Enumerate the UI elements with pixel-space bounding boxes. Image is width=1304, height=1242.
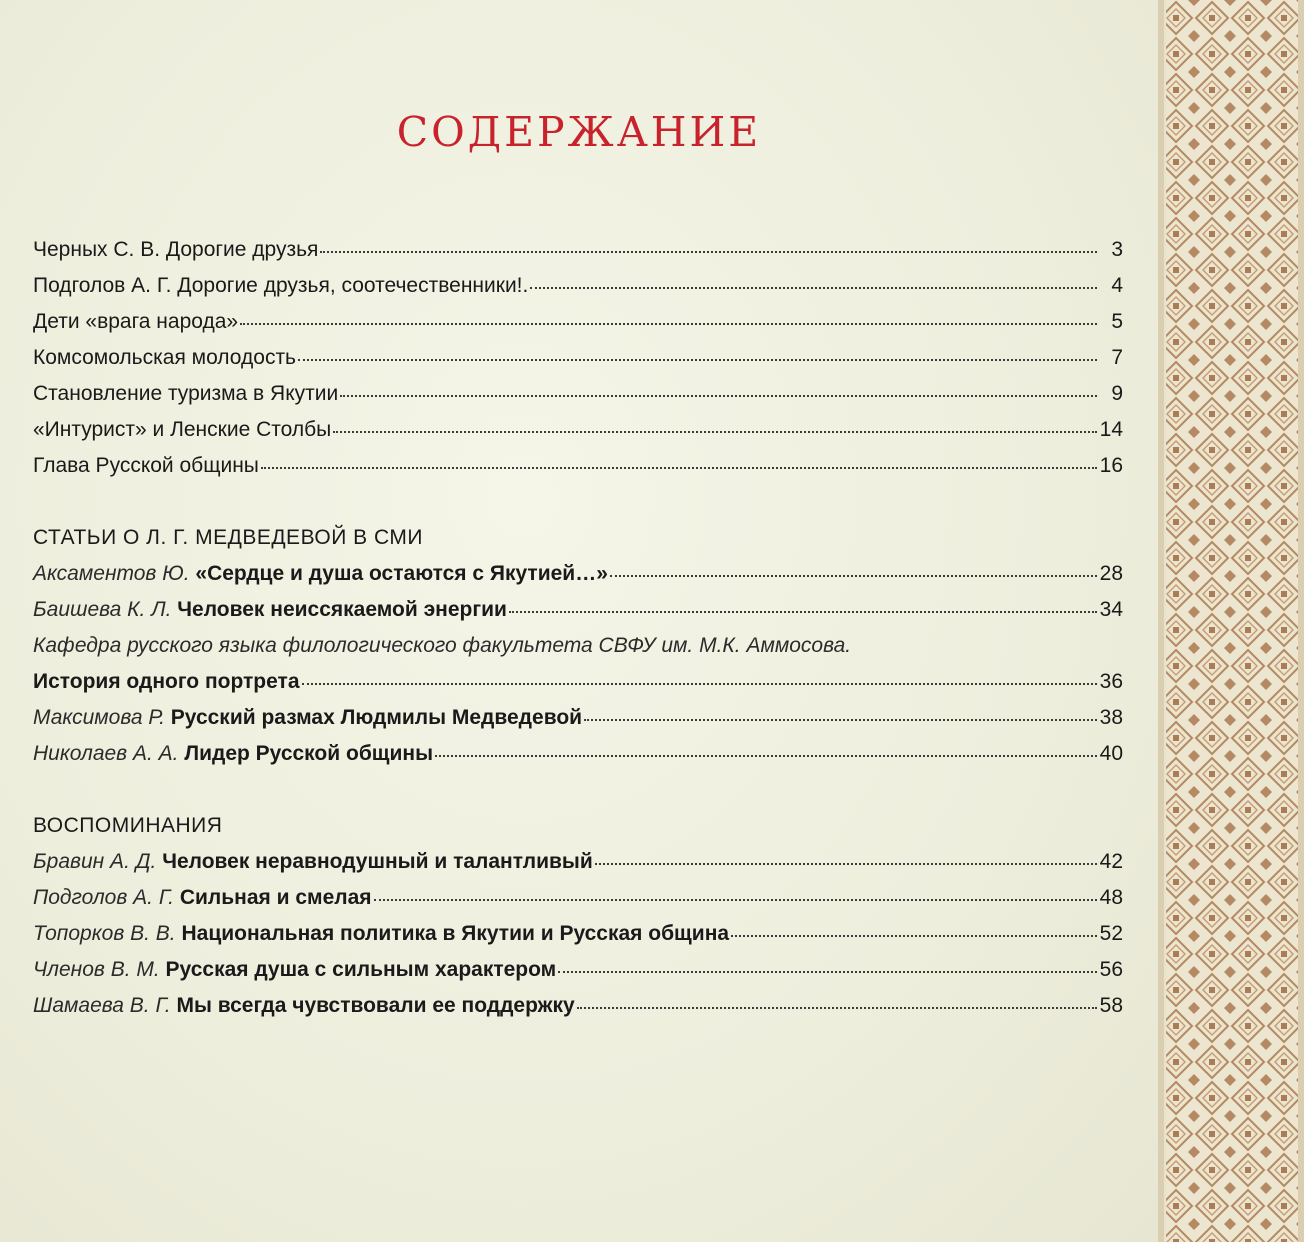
- toc-row[interactable]: [33, 847, 1123, 877]
- toc-row[interactable]: [33, 343, 1123, 373]
- dot-leader: [240, 322, 1097, 325]
- dot-leader: [320, 250, 1097, 253]
- dot-leader: [435, 754, 1097, 757]
- toc-title: Русская душа с сильным характером: [165, 958, 557, 981]
- toc-page-number: 16: [1099, 454, 1123, 477]
- toc-row[interactable]: [33, 595, 1123, 625]
- dot-leader: [333, 430, 1097, 433]
- toc-title: Национальная политика в Якутии и Русская община: [181, 922, 730, 945]
- toc-author: Аксаментов Ю.: [33, 562, 190, 585]
- toc-page-number: 4: [1111, 274, 1123, 297]
- toc-title: Становление туризма в Якутии: [33, 382, 339, 405]
- dot-leader: [298, 358, 1097, 361]
- toc-page-number: 3: [1111, 238, 1123, 261]
- toc-title: Сильная и смелая: [179, 886, 372, 909]
- toc-row[interactable]: [33, 991, 1123, 1021]
- ornamental-border: [1158, 0, 1304, 1242]
- toc-row[interactable]: [33, 235, 1123, 265]
- toc-page-number: 48: [1099, 886, 1123, 909]
- toc-title: Подголов А. Г. Дорогие друзья, соотечественники!.: [33, 274, 529, 297]
- toc-page-number: 36: [1099, 670, 1123, 693]
- toc-page-number: 56: [1099, 958, 1123, 981]
- dot-leader: [374, 898, 1097, 901]
- dot-leader: [302, 682, 1098, 685]
- toc-row[interactable]: [33, 379, 1123, 409]
- toc-page-number: 38: [1099, 706, 1123, 729]
- dot-leader: [509, 610, 1097, 613]
- toc-author: Баишева К. Л.: [33, 598, 172, 621]
- dot-leader: [340, 394, 1097, 397]
- dot-leader: [558, 970, 1097, 973]
- dot-leader: [577, 1006, 1097, 1009]
- toc-row[interactable]: [33, 451, 1123, 481]
- dot-leader: [584, 718, 1097, 721]
- toc-row[interactable]: [33, 415, 1123, 445]
- toc-page-number: 5: [1111, 310, 1123, 333]
- toc-page-number: 14: [1099, 418, 1123, 441]
- toc-author: Шамаева В. Г.: [33, 994, 171, 1017]
- section-heading-media: СТАТЬИ О Л. Г. МЕДВЕДЕВОЙ В СМИ: [33, 526, 423, 549]
- toc-title: «Интурист» и Ленские Столбы: [33, 418, 332, 441]
- section-heading-memoirs: ВОСПОМИНАНИЯ: [33, 814, 223, 837]
- dot-leader: [731, 934, 1097, 937]
- toc-title: Черных С. В. Дорогие друзья: [33, 238, 319, 261]
- toc-row[interactable]: [33, 739, 1123, 769]
- toc-author: Николаев А. А.: [33, 742, 179, 765]
- toc-title: Лидер Русской общины: [184, 742, 434, 765]
- toc-page-number: 34: [1099, 598, 1123, 621]
- toc-author: Максимова Р.: [33, 706, 165, 729]
- ornament-pattern: [1158, 0, 1304, 1242]
- toc-title: Человек неиссякаемой энергии: [177, 598, 507, 621]
- toc-row[interactable]: [33, 919, 1123, 949]
- toc-row[interactable]: [33, 667, 1123, 697]
- toc-author: Подголов А. Г.: [33, 886, 174, 909]
- toc-title: Мы всегда чувствовали ее поддержку: [176, 994, 575, 1017]
- toc-author: Членов В. М.: [33, 958, 160, 981]
- toc-author: Топорков В. В.: [33, 922, 176, 945]
- toc-title: История одного портрета: [33, 670, 300, 693]
- toc-title: Глава Русской общины: [33, 454, 259, 477]
- toc-row[interactable]: [33, 703, 1123, 733]
- toc-page-number: 40: [1099, 742, 1123, 765]
- toc-title: Русский размах Людмилы Медведевой: [170, 706, 583, 729]
- toc-page-number: 28: [1099, 562, 1123, 585]
- toc-page-number: 7: [1111, 346, 1123, 369]
- dot-leader: [595, 862, 1097, 865]
- toc-page-number: 42: [1099, 850, 1123, 873]
- toc-row[interactable]: [33, 559, 1123, 589]
- dot-leader: [610, 574, 1097, 577]
- toc-note: Кафедра русского языка филологического факультета СВФУ им. М.К. Аммосова.: [33, 634, 852, 657]
- toc-page-number: 58: [1099, 994, 1123, 1017]
- toc-row[interactable]: [33, 271, 1123, 301]
- dot-leader: [530, 286, 1097, 289]
- dot-leader: [261, 466, 1097, 469]
- toc-title: Дети «врага народа»: [33, 310, 239, 333]
- toc-row[interactable]: [33, 883, 1123, 913]
- page-title: содержание: [396, 92, 762, 160]
- toc-title: Комсомольская молодость: [33, 346, 297, 369]
- toc-title: «Сердце и душа остаются с Якутией…»: [195, 562, 608, 585]
- toc-row[interactable]: [33, 955, 1123, 985]
- toc-page-number: 52: [1099, 922, 1123, 945]
- toc-author: Бравин А. Д.: [33, 850, 157, 873]
- toc-row[interactable]: [33, 307, 1123, 337]
- toc-page-number: 9: [1111, 382, 1123, 405]
- toc-title: Человек неравнодушный и талантливый: [162, 850, 593, 873]
